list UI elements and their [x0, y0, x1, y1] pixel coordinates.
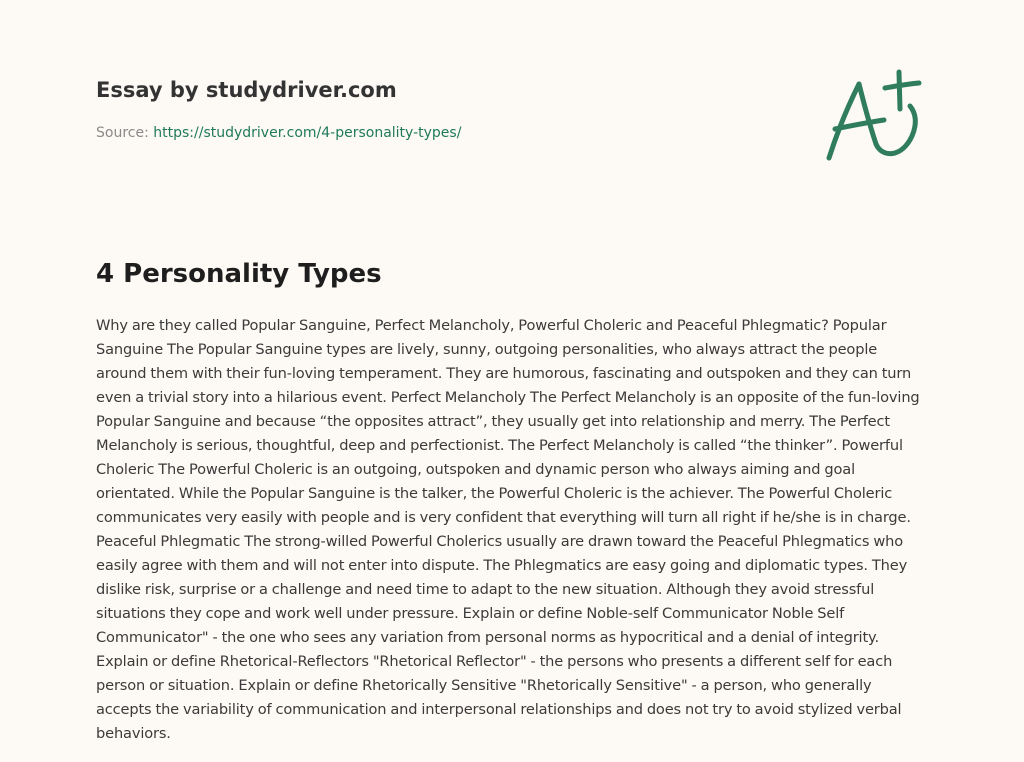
- source-line: [96, 123, 796, 143]
- source-link[interactable]: https://studydriver.com/4-personality-types/: [153, 125, 462, 141]
- site-title: Essay by studydriver.com: [96, 78, 397, 102]
- essay-title: 4 Personality Types: [96, 259, 382, 289]
- a-plus-grade-icon: [822, 66, 928, 166]
- essay-body: Why are they called Popular Sanguine, Perfect Melancholy, Powerful Choleric and Peaceful Phlegmatic? Popular Sanguine The Popular Sanguine types are lively, sunny, outgoing personalities, who always attract the people around them with their fun-loving temperament. They are humorous, fascinating and outspoken and they can turn even a trivial story into a hilarious event. Perfect Melancholy The Perfect Melancholy is an opposite of the fun-loving Popular Sanguine and because “the opposites attract”, they usually get into relationship and merry. The Perfect Melancholy is serious, thoughtful, deep and perfectionist. The Perfect Melancholy is called “the thinker”. Powerful Choleric The Powerful Choleric is an outgoing, outspoken and dynamic person who always aiming and goal orientated. While the Popular Sanguine is the talker, the Powerful Choleric is the achiever. The Powerful Choleric communicates very easily with people and is very confident that everything will turn all right if he/she is in charge. Peaceful Phlegmatic The strong-willed Powerful Cholerics usually are drawn toward the Peaceful Phlegmatics who easily agree with them and will not enter into dispute. The Phlegmatics are easy going and diplomatic types. They dislike risk, surprise or a challenge and need time to adapt to the new situation. Although they avoid stressful situations they cope and work well under pressure. Explain or define Noble-self Communicator Noble Self Communicator" - the one who sees any variation from personal norms as hypocritical and a denial of integrity. Explain or define Rhetorical-Reflectors "Rhetorical Reflector" - the persons who presents a different self for each person or situation. Explain or define Rhetorically Sensitive "Rhetorically Sensitive" - a person, who generally accepts the variability of communication and interpersonal relationships and does not try to avoid stylized verbal behaviors.: [96, 317, 920, 742]
- source-label: Source:: [96, 125, 154, 141]
- essay-header: [96, 76, 796, 143]
